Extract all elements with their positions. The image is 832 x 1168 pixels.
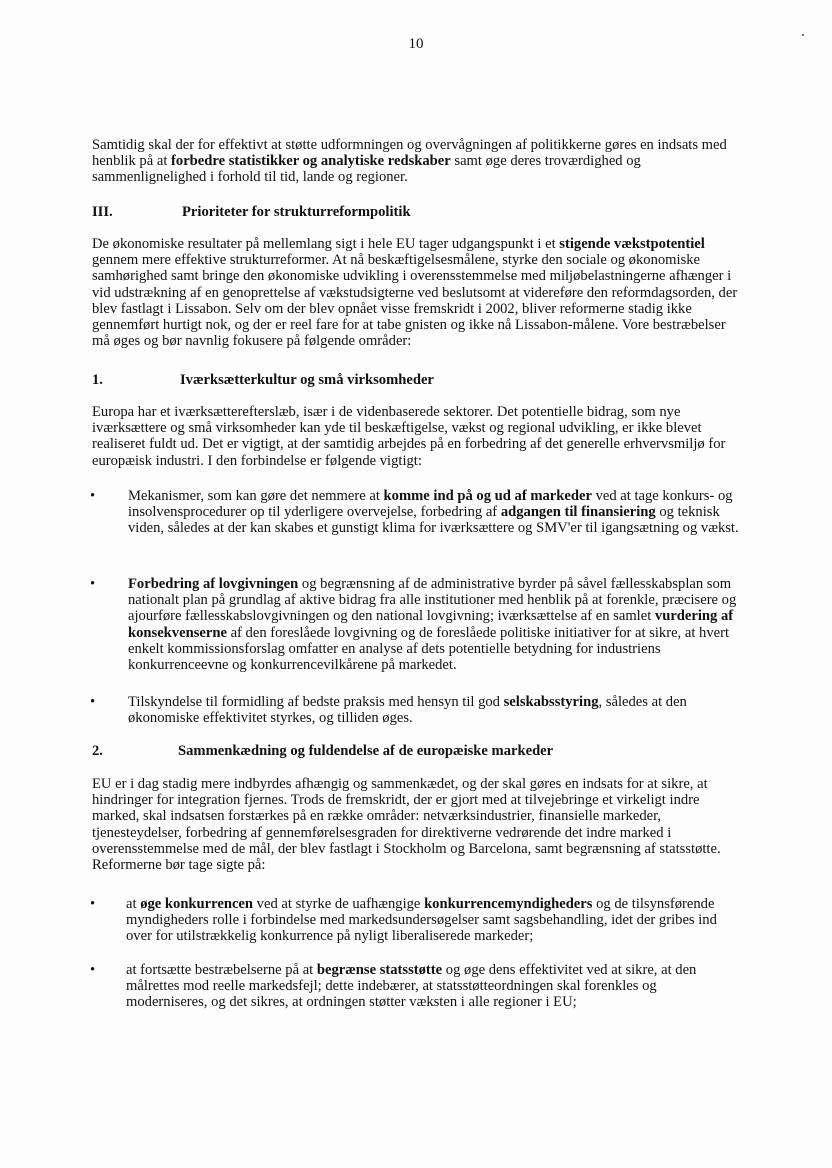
emphasis-text: konkurrencemyndigheders (424, 896, 593, 912)
subsection-number: 2. (92, 743, 103, 759)
scan-speck (802, 34, 804, 36)
subsection-title: Iværksætterkultur og små virksomheder (180, 372, 434, 388)
subsection-number: 1. (92, 372, 103, 388)
emphasis-text: øge konkurrencen (140, 896, 254, 912)
bullet-item (90, 576, 740, 674)
bullet-item (90, 896, 740, 945)
page-number: 10 (408, 36, 424, 52)
bullet-marker: • (90, 896, 96, 912)
bullet-item (90, 488, 740, 537)
structural-reform-paragraph: De økonomiske resultater på mellemlang sigt i hele EU tager udgangspunkt i et stigende vækstpotentiel gennem mere effektive strukturreformer. At nå beskæftigelsesmålene, styrke den sociale og økonomiske samhørighed samt bringe den økonomiske udvikling i overensstemmelse med miljøbelastningerne afhænger i vid udstrækning af en genoprettelse af vækstudsigterne ved beslutsomt at videreføre den reformdagsorden, der blev fastlagt i Lissabon. Selv om der blev opnået visse fremskridt i 2002, bliver reformerne stadig ikke gennemført hurtigt nok, og der er reel fare for at tabe gnisten og ikke nå Lissabon-målene. Vore bestræbelser må øges og bør navnlig fokusere på følgende områder: (92, 236, 738, 350)
section-number: III. (92, 204, 113, 220)
bullet-marker: • (90, 576, 96, 592)
bullet-text: at fortsætte bestræbelserne på at begrænse statsstøtte og øge dens effektivitet ved at sikre, at den målrettes mod reelle markedsfejl; dette indebærer, at statsstøtteordningen skal forenkles og moderniseres, og det sikres, at ordningen støtter væksten i alle regioner i EU; (126, 962, 697, 1011)
emphasis-text: adgangen til finansiering (500, 504, 656, 521)
emphasis-text: komme ind på og ud af markeder (383, 488, 592, 504)
bullet-marker: • (90, 962, 96, 978)
emphasis-text: vurdering af konsekvenserne (128, 608, 734, 641)
bullet-item (90, 694, 740, 727)
section-title: Prioriteter for strukturreformpolitik (182, 204, 411, 220)
bullet-text: Forbedring af lovgivningen og begrænsning af de administrative byrder på såvel fællesskabsplan som nationalt plan på grundlag af aktive bidrag fra alle institutioner med henblik på at forenkle, præcisere og ajourføre fællesskabslovgivningen og den national lovgivning; iværksættelse af en samlet vurdering af konsekvenserne af den foreslåede lovgivning og de foreslåede politiske initiativer for at sikre, at hvert enkelt kommissionsforslag omfatter en analyse af dets potentielle betydning for industriens konkurrenceevne og konkurrencevilkårene på markedet. (128, 576, 737, 674)
emphasis-text: Forbedring af lovgivningen (128, 576, 299, 592)
bullet-text: Mekanismer, som kan gøre det nemmere at komme ind på og ud af markeder ved at tage konkurs- og insolvensprocedurer op til yderligere overvejelse, forbedring af adgangen til finansiering og teknisk viden, således at der kan skabes et gunstigt klima for iværksættere og SMV'er til igangsætning og vækst. (128, 488, 739, 537)
emphasis-text: forbedre statistikker og analytiske redskaber (171, 153, 451, 170)
bullet-marker: • (90, 488, 96, 504)
bullet-text: Tilskyndelse til formidling af bedste praksis med hensyn til god selskabsstyring, således at den økonomiske effektivitet styrkes, og tilliden øges. (128, 694, 687, 727)
bullet-item (90, 962, 740, 1011)
emphasis-text: stigende vækstpotentiel (559, 236, 705, 252)
entrepreneurship-paragraph: Europa har et iværksætterefterslæb, især i de videnbaserede sektorer. Det potentielle bidrag, som nye iværksættere og små virksomheder kan yde til beskæftigelse, vækst og regional udvikling, er ikke blevet realiseret fuldt ud. Det er vigtigt, at der samtidig arbejdes på en forbedring af det generelle erhvervsmiljø for europæisk industri. I den forbindelse er følgende vigtigt: (92, 404, 726, 469)
intro-paragraph: Samtidig skal der for effektivt at støtte udformningen og overvågningen af politikkerne gøres en indsats med henblik på at forbedre statistikker og analytiske redskaber samt øge deres troværdighed og sammenlignelighed i forhold til tid, lande og regioner. (92, 137, 727, 186)
market-integration-paragraph: EU er i dag stadig mere indbyrdes afhængig og sammenkædet, og der skal gøres en indsats for at sikre, at hindringer for integration fjernes. Trods de fremskridt, der er gjort med at tilvejebringe et virkeligt indre marked, skal indsatsen forstærkes på en række områder: netværksindustrier, finansielle markeder, tjenesteydelser, forbedring af gennemførelsesgraden for direktiverne vedrørende det indre marked i overensstemmelse med de mål, der blev fastlagt i Stockholm og Barcelona, samt begrænsning af statsstøtte. Reformerne bør tage sigte på: (92, 776, 721, 874)
bullet-text: at øge konkurrencen ved at styrke de uafhængige konkurrencemyndigheders og de tilsynsførende myndigheders rolle i forbindelse med markedsundersøgelser samt sagsbehandling, idet der gribes ind over for utilstrækkelig konkurrence på nyligt liberaliserede markeder; (126, 896, 717, 945)
bullet-marker: • (90, 694, 96, 710)
subsection-title: Sammenkædning og fuldendelse af de europæiske markeder (178, 743, 554, 759)
emphasis-text: selskabsstyring (503, 694, 599, 710)
emphasis-text: begrænse statsstøtte (316, 962, 443, 978)
